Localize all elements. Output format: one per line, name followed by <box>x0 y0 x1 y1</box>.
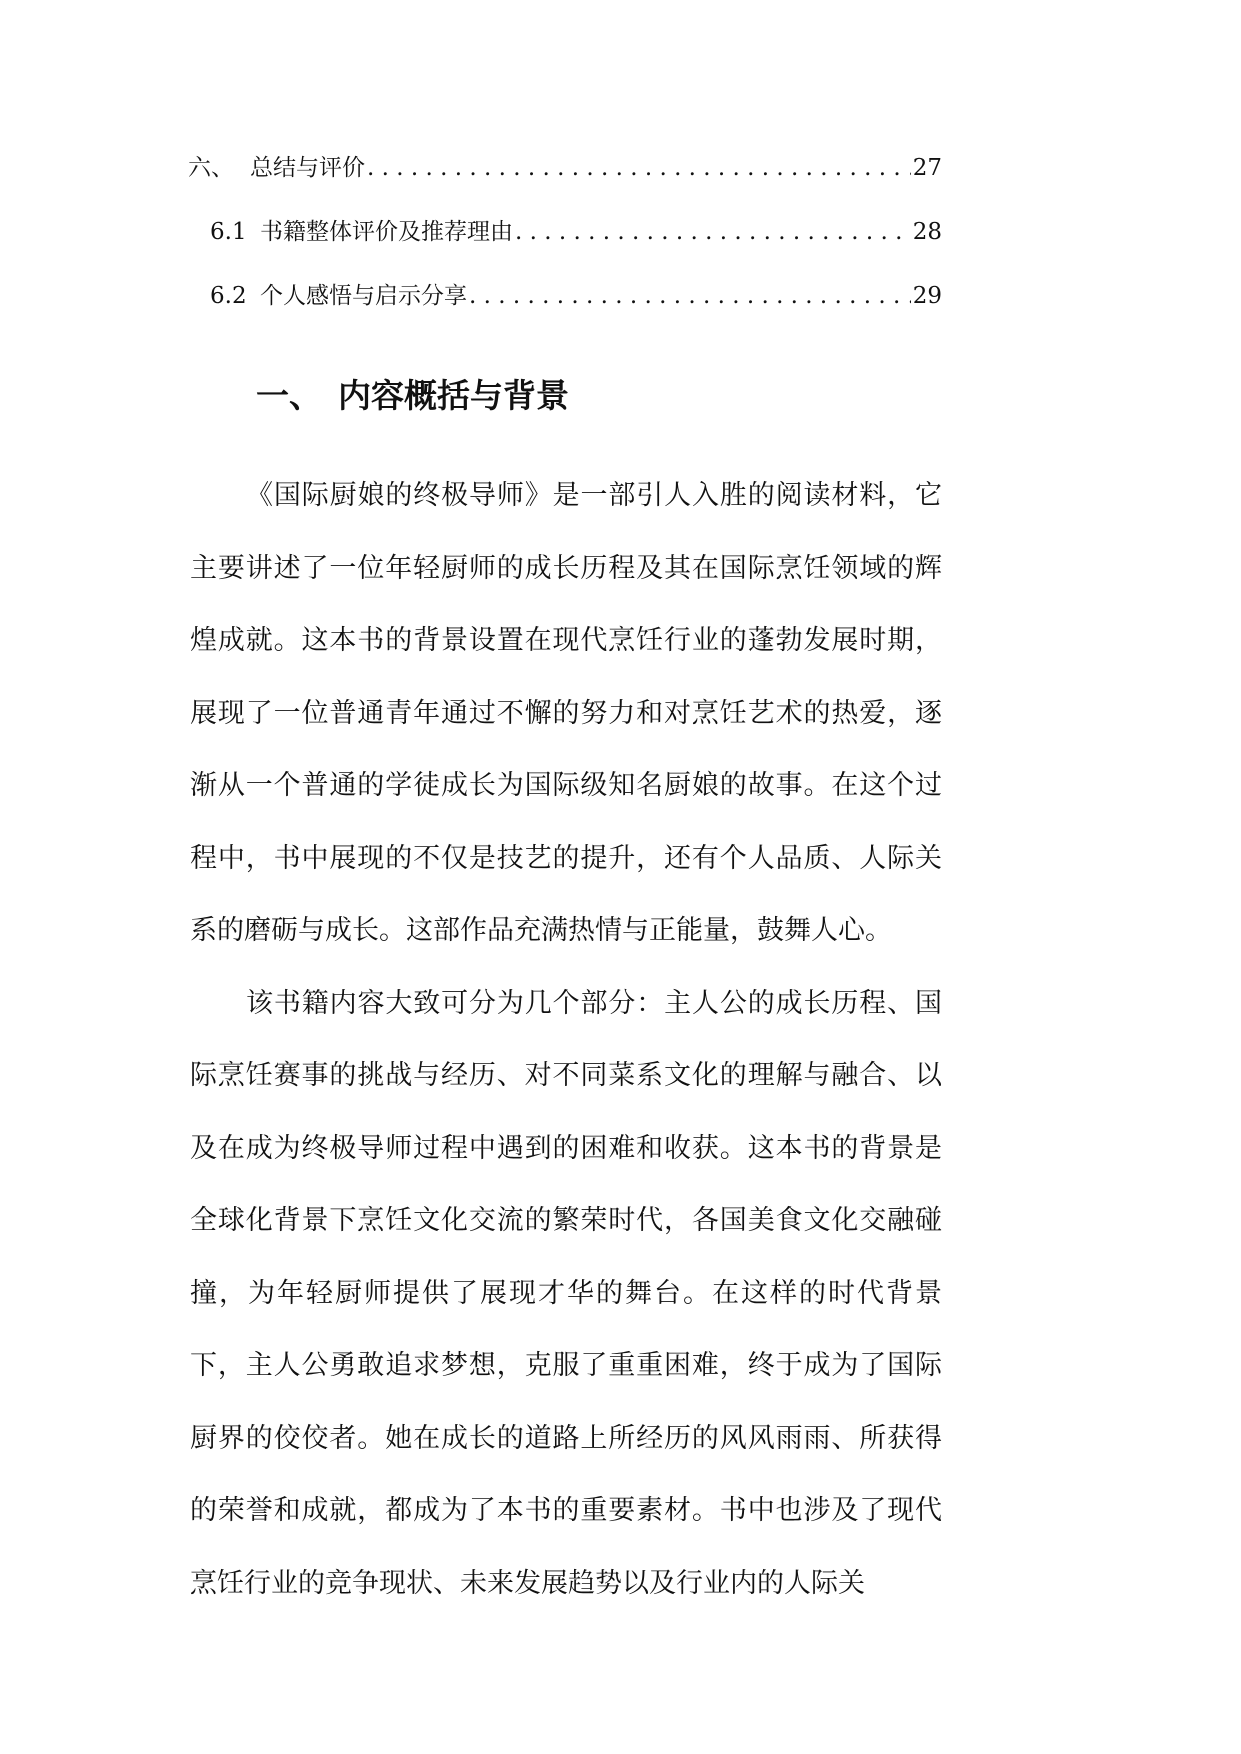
toc-dot-leader <box>469 276 911 316</box>
toc-dot-leader <box>515 212 911 252</box>
paragraph: 该书籍内容大致可分为几个部分：主人公的成长历程、国际烹饪赛事的挑战与经历、对不同菜系文化的理解与融合、以及在成为终极导师过程中遇到的困难和收获。这本书的背景是全球化背景下烹饪文化交流的繁荣时代，各国美食文化交融碰撞，为年轻厨师提供了展现才华的舞台。在这样的时代背景下，主人公勇敢追求梦想，克服了重重困难，终于成为了国际厨界的佼佼者。她在成长的道路上所经历的风风雨雨、所获得的荣誉和成就，都成为了本书的重要素材。书中也涉及了现代烹饪行业的竞争现状、未来发展趋势以及行业内的人际关 <box>190 987 942 1599</box>
toc-entry-page: 27 <box>912 155 942 181</box>
toc-dot-leader <box>367 148 911 188</box>
body-text <box>190 460 942 1620</box>
toc-entry-number: 6.1 <box>210 219 247 245</box>
toc-entry-title: 总结与评价 <box>250 155 365 181</box>
toc-entry-summary[interactable] <box>188 148 942 188</box>
toc-entry-title: 书籍整体评价及推荐理由 <box>260 219 513 245</box>
paragraph: 《国际厨娘的终极导师》是一部引人入胜的阅读材料，它主要讲述了一位年轻厨师的成长历程及其在国际烹饪领域的辉煌成就。这本书的背景设置在现代烹饪行业的蓬勃发展时期，展现了一位普通青年通过不懈的努力和对烹饪艺术的热爱，逐渐从一个普通的学徒成长为国际级知名厨娘的故事。在这个过程中，书中展现的不仅是技艺的提升，还有个人品质、人际关系的磨砺与成长。这部作品充满热情与正能量，鼓舞人心。 <box>190 480 942 946</box>
section-heading <box>256 370 569 422</box>
toc-entry-number: 六、 <box>188 155 234 181</box>
toc-entry-number: 6.2 <box>210 283 247 309</box>
toc-entry-title: 个人感悟与启示分享 <box>260 283 467 309</box>
toc-entry-page: 29 <box>912 283 942 309</box>
toc-entry-page: 28 <box>912 219 942 245</box>
section-title: 内容概括与背景 <box>338 376 569 415</box>
toc-entry-overall-evaluation[interactable] <box>210 212 942 252</box>
toc-entry-personal-insights[interactable] <box>210 276 942 316</box>
section-number: 一、 <box>256 376 322 415</box>
